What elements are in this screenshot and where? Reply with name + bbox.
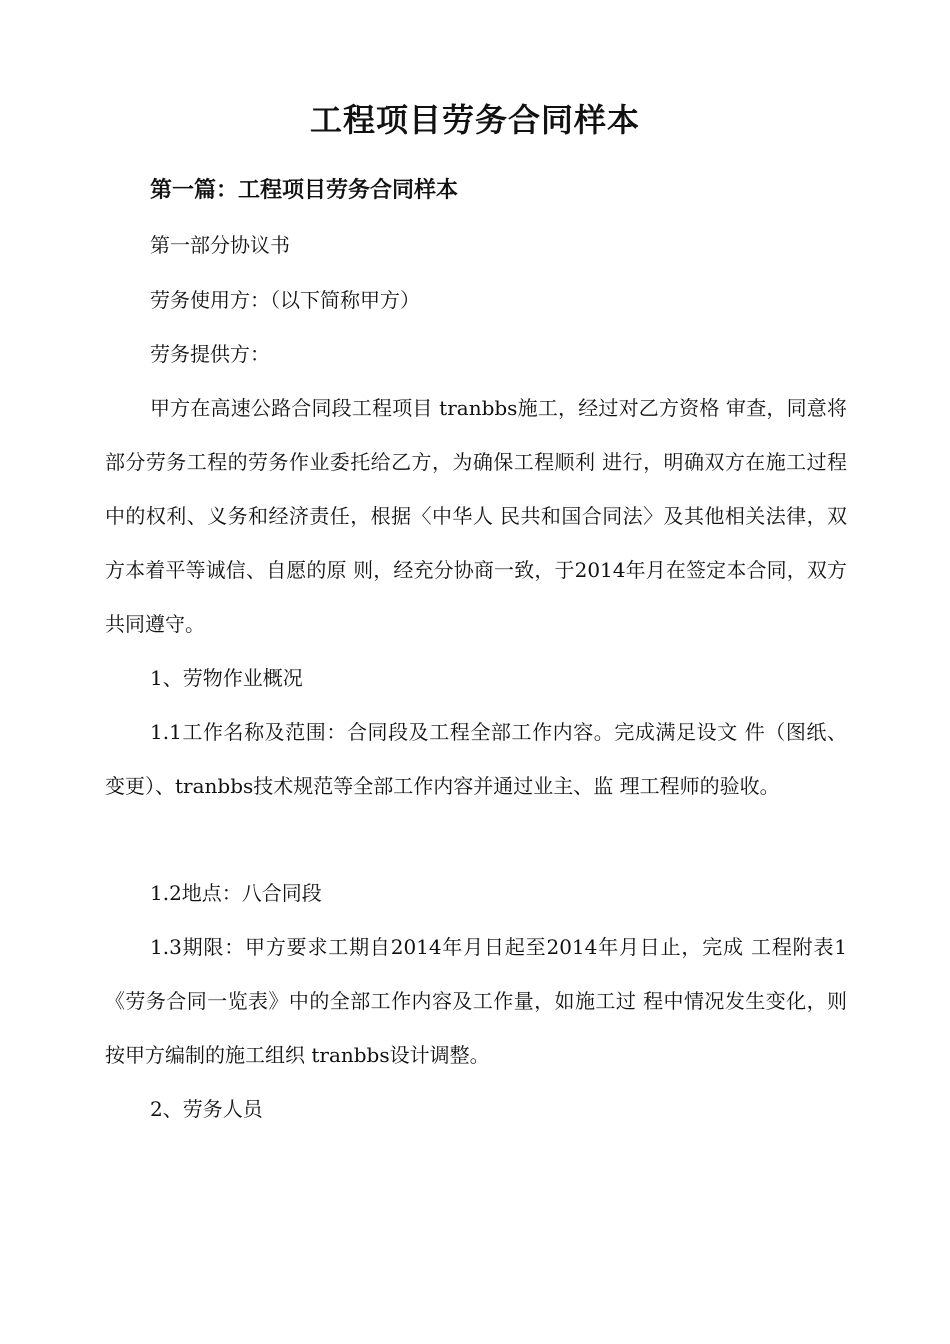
clause-1-2: 1.2地点：八合同段 xyxy=(150,881,322,905)
clause-1-1: 1.1工作名称及范围：合同段及工程全部工作内容。完成满足设文 件（图纸、变更）、tranbbs技术规范等全部工作内容并通过业主、监 理工程师的验收。 xyxy=(105,720,847,798)
clause-2-heading: 2、劳务人员 xyxy=(150,1097,263,1121)
clause-1-3: 1.3期限：甲方要求工期自2014年月日起至2014年月日止，完成 工程附表1《劳务合同一览表》中的全部工作内容及工作量，如施工过 程中情况发生变化，则按甲方编制的施工组织 tranbbs设计调整。 xyxy=(105,935,847,1067)
document-title: 工程项目劳务合同样本 xyxy=(309,101,640,139)
part-title: 第一部分协议书 xyxy=(150,233,290,257)
section-heading: 第一篇：工程项目劳务合同样本 xyxy=(150,178,459,203)
intro-paragraph: 甲方在高速公路合同段工程项目 tranbbs施工，经过对乙方资格 审查，同意将部分劳务工程的劳务作业委托给乙方，为确保工程顺利 进行，明确双方在施工过程中的权利、义务和经济责任，根据〈中华人 民共和国合同法〉及其他相关法律，双方本着平等诚信、自愿的原 则，经充分协商一致，于2014年月在签定本合同，双方共同遵守。 xyxy=(105,396,847,636)
party-b-line: 劳务提供方： xyxy=(150,342,270,366)
clause-1-heading: 1、劳物作业概况 xyxy=(150,666,303,690)
party-a-line: 劳务使用方：（以下简称甲方） xyxy=(150,288,420,312)
